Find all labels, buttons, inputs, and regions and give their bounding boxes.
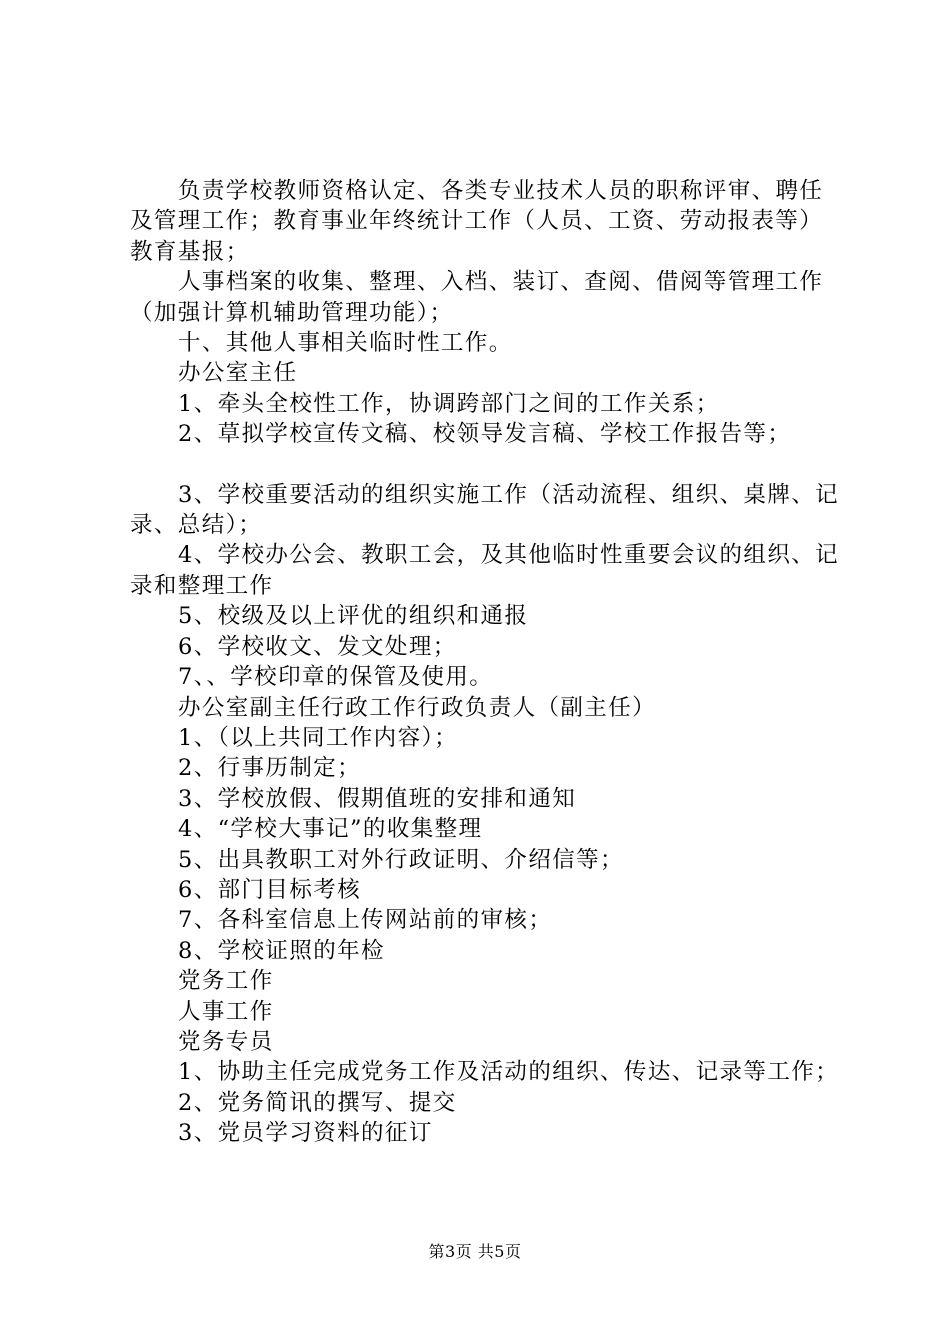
list-item-director-6: 6、学校收文、发文处理；: [178, 633, 457, 660]
list-item-deputy-4: 4、“学校大事记”的收集整理: [178, 816, 483, 843]
heading-party-affairs-specialist: 党务专员: [178, 1028, 274, 1055]
list-item-director-4: 4、学校办公会、教职工会，及其他临时性重要会议的组织、记录和整理工作: [130, 542, 840, 599]
heading-personnel-work: 人事工作: [178, 998, 274, 1025]
list-item-specialist-1: 1、协助主任完成党务工作及活动的组织、传达、记录等工作；: [178, 1059, 840, 1086]
list-item-deputy-6: 6、部门目标考核: [178, 876, 362, 903]
list-item-deputy-7: 7、各科室信息上传网站前的审核；: [178, 907, 553, 934]
list-item-deputy-2: 2、行事历制定；: [178, 755, 362, 782]
paragraph-personnel-archives: 人事档案的收集、整理、入档、装订、查阅、借阅等管理工作（加强计算机辅助管理功能）；: [130, 269, 824, 326]
list-item-director-2: 2、草拟学校宣传文稿、校领导发言稿、学校工作报告等；: [178, 421, 792, 448]
list-item-deputy-5: 5、出具教职工对外行政证明、介绍信等；: [178, 846, 624, 873]
list-item-deputy-1: 1、（以上共同工作内容）；: [178, 724, 459, 751]
list-item-specialist-3: 3、党员学习资料的征订: [178, 1120, 433, 1147]
list-item-director-5: 5、校级及以上评优的组织和通报: [178, 603, 529, 630]
heading-party-affairs-work: 党务工作: [178, 968, 274, 995]
list-item-deputy-8: 8、学校证照的年检: [178, 937, 385, 964]
heading-office-director: 办公室主任: [178, 360, 298, 387]
list-item-director-3: 3、学校重要活动的组织实施工作（活动流程、组织、桌牌、记录、总结）；: [130, 481, 840, 539]
document-body: [130, 176, 845, 1149]
heading-deputy-director: 办公室副主任行政工作行政负责人（副主任）: [178, 694, 657, 721]
paragraph-teacher-qualification: 负责学校教师资格认定、各类专业技术人员的职称评审、聘任及管理工作；教育事业年终统计工作（人员、工资、劳动报表等）教育基报；: [130, 178, 824, 265]
blank-line: [130, 450, 845, 480]
list-item-specialist-2: 2、党务简讯的撰写、提交: [178, 1089, 457, 1116]
list-item-director-7: 7、、学校印章的保管及使用。: [178, 664, 494, 691]
page-number-footer: 第3页 共5页: [428, 1242, 522, 1261]
list-item-director-1: 1、牵头全校性工作，协调跨部门之间的工作关系；: [178, 390, 720, 417]
list-item-deputy-3: 3、学校放假、假期值班的安排和通知: [178, 785, 577, 812]
paragraph-other-temporary-work: 十、其他人事相关临时性工作。: [178, 330, 513, 357]
